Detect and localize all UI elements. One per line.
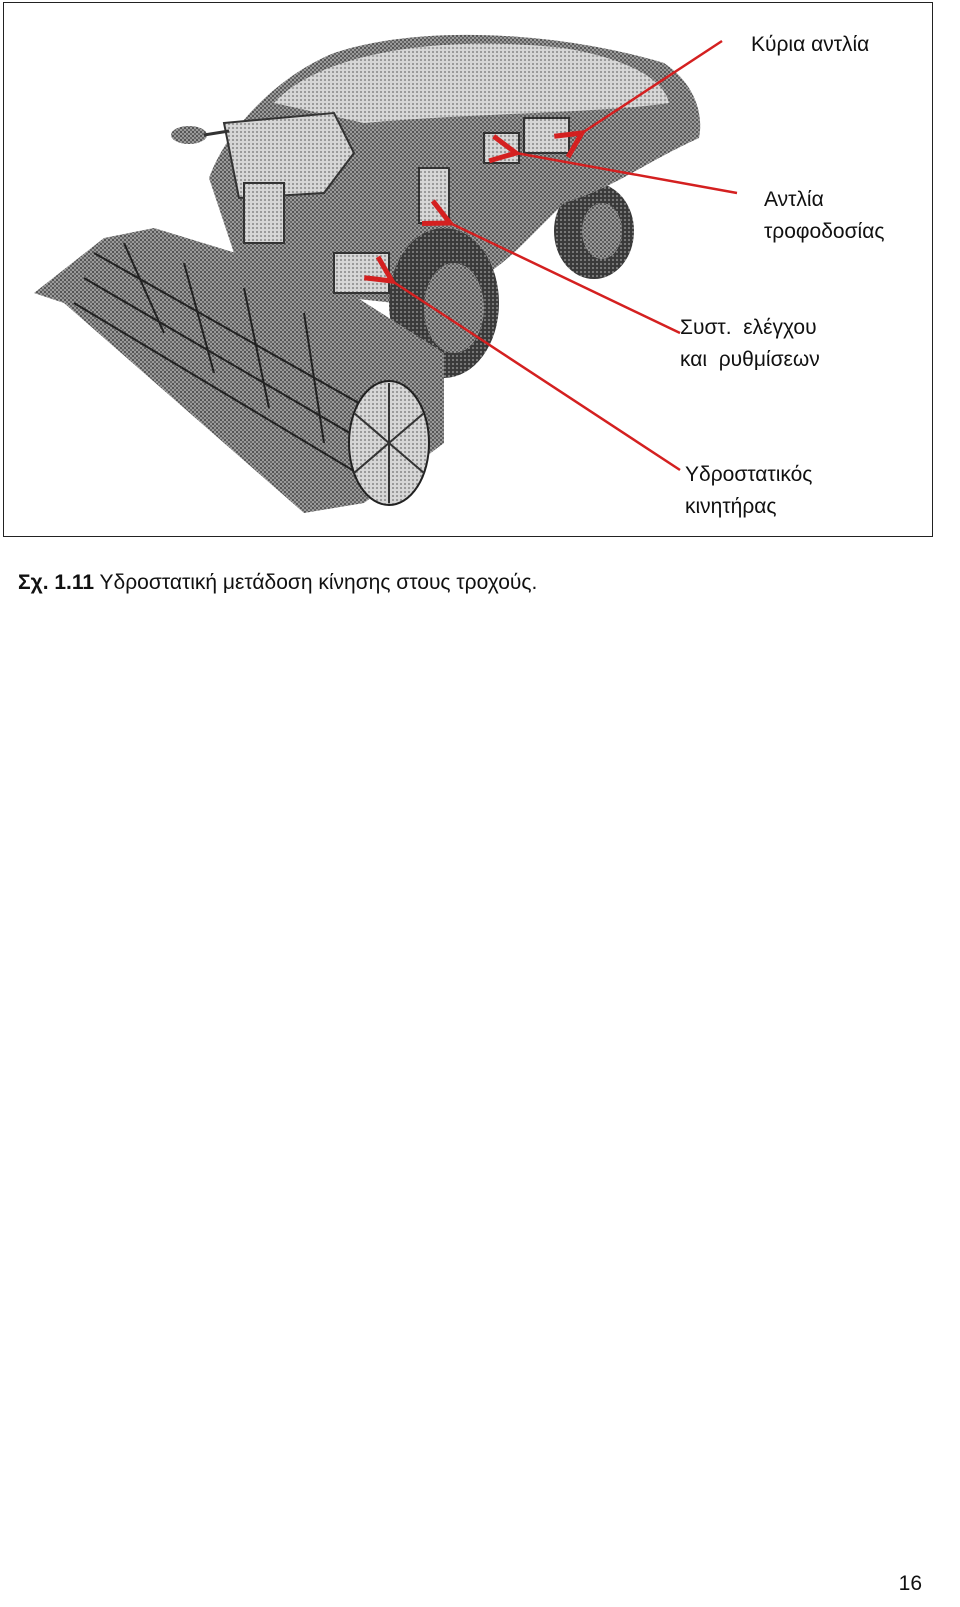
figure-frame (3, 2, 933, 537)
callout-control-system: Συστ. ελέγχου και ρυθμίσεων (680, 316, 820, 371)
caption-label: Σχ. 1.11 (18, 571, 95, 594)
harvester-image (4, 3, 933, 537)
callout-hydrostatic-motor: Υδροστατικός κινητήρας (685, 463, 813, 518)
page-number: 16 (898, 1572, 922, 1595)
figure-caption (18, 571, 537, 595)
callout-main-pump: Κύρια αντλία (751, 33, 870, 56)
callout-feed-pump: Αντλία τροφοδοσίας (764, 188, 885, 243)
caption-text: Υδροστατική μετάδοση κίνησης στους τροχούς. (94, 571, 538, 594)
